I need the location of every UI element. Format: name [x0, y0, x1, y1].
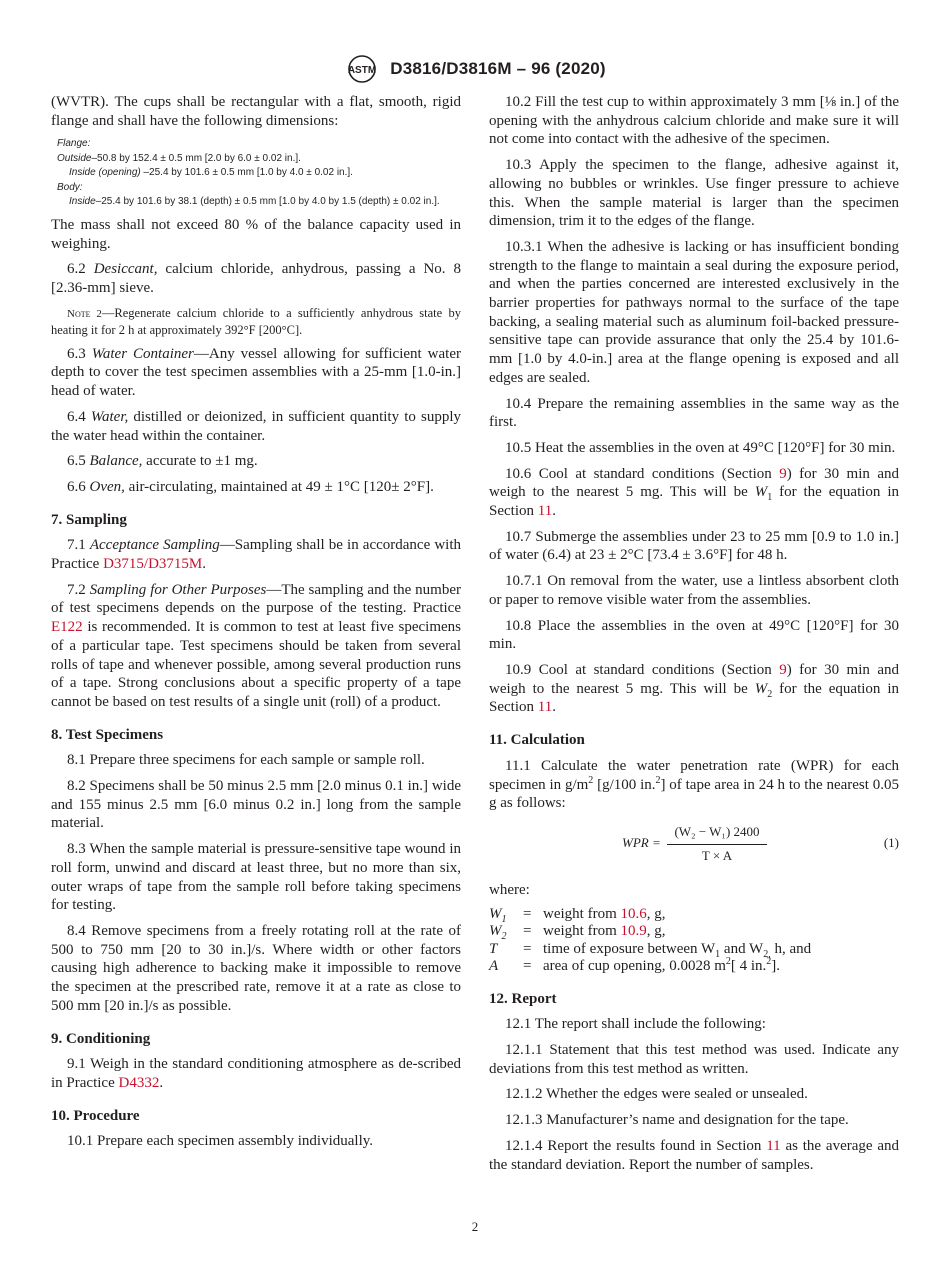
- section-8-2: 8.2 Specimens shall be 50 minus 2.5 mm [2.0 minus 0.1 in.] wide and 155 minus 2.5 mm [6.0 minus 0.2 in.] long from the sample material.: [51, 778, 461, 832]
- heading-conditioning: 9. Conditioning: [51, 1030, 151, 1047]
- heading-sampling: 7. Sampling: [51, 511, 127, 528]
- variable-definitions: [489, 906, 899, 976]
- variable-w1: $W_1$ = weight from 10.6, g,: [489, 905, 666, 925]
- section-11-1: 11.1 Calculate the water penetration rate (WPR) for each specimen in $g/m^2$ [g/100 in.$^2$] of tape area in 24 h to the nearest 0.05 g as follows:: [489, 757, 899, 812]
- equation-denominator: T × A: [701, 847, 733, 863]
- mass-paragraph: The mass shall not exceed 80 % of the balance capacity used in weighing.: [51, 216, 461, 252]
- section-10-3: 10.3 Apply the specimen to the flange, adhesive against it, allowing no bubbles or wrinkles. Use finger pressure to achieve this. When the sample material is larger than the specimen dimension, trim it to the edges of the flange.: [489, 157, 899, 230]
- page-header: [0, 54, 950, 84]
- link-e122[interactable]: E122: [51, 619, 83, 636]
- section-10-1: 10.1 Prepare each specimen assembly individually.: [67, 1133, 374, 1150]
- section-8-1: 8.1 Prepare three specimens for each sample or sample roll.: [67, 752, 425, 769]
- svg-text:ASTM: ASTM: [348, 65, 377, 76]
- heading-test-specimens: 8. Test Specimens: [51, 726, 164, 743]
- link-10-9[interactable]: 10.9: [620, 923, 647, 940]
- section-7-1: 7.1 Acceptance Sampling—Sampling shall be in accordance with Practice D3715/D3715M.: [51, 537, 461, 573]
- note-2: Note 2—Regenerate calcium chloride to a sufficiently anhydrous state by heating it for 2 h at approximately 392°F [200°C].: [51, 305, 461, 337]
- equation-number: (1): [883, 834, 899, 850]
- link-section-11[interactable]: 11: [766, 1137, 781, 1154]
- right-column: [489, 93, 899, 1181]
- link-section-9[interactable]: 9: [779, 465, 787, 482]
- link-d4332[interactable]: D4332: [118, 1074, 160, 1091]
- where-label: where:: [489, 881, 530, 898]
- section-12-1: 12.1 The report shall include the following:: [505, 1016, 766, 1033]
- link-10-6[interactable]: 10.6: [620, 905, 647, 922]
- equation-fraction: [667, 823, 767, 865]
- link-d3715[interactable]: D3715/D3715M: [103, 556, 203, 573]
- section-10-3-1: 10.3.1 When the adhesive is lacking or has insufficient bonding strength to the flange to maintain a seal during the exposure period, and when the parties concerned are interested exclusively in the barrier properties for pathways normal to the surface of the tape backing, a sealing material such as aluminum foil-backed pressure-sensitive tape can provide assurance that only the 25.4 by 101.6-mm [1.0 by 4.0-in.] area at the flange opening is exposed and all edges are sealed.: [489, 238, 899, 386]
- section-12-1-3: 12.1.3 Manufacturer’s name and designation for the tape.: [505, 1112, 849, 1129]
- heading-calculation: 11. Calculation: [489, 732, 585, 749]
- section-10-7-1: 10.7.1 On removal from the water, use a lintless absorbent cloth or paper to remove visible water from the assemblies.: [489, 573, 899, 608]
- wpr-equation: [489, 823, 899, 863]
- section-12-1-2: 12.1.2 Whether the edges were sealed or unsealed.: [505, 1086, 808, 1103]
- section-10-4: 10.4 Prepare the remaining assemblies in the same way as the first.: [489, 395, 899, 431]
- intro-paragraph: (WVTR). The cups shall be rectangular with a flat, smooth, rigid flange and shall have the following dimensions:: [51, 94, 461, 129]
- section-8-3: 8.3 When the sample material is pressure-sensitive tape wound in roll form, unwind and discard at least three, but no more than six, outer wraps of tape from the sample roll before taking specimens for testing.: [51, 841, 461, 914]
- section-10-5: 10.5 Heat the assemblies in the oven at 49°C [120°F] for 30 min.: [505, 439, 896, 456]
- section-6-6: 6.6 Oven, air-circulating, maintained at 49 ± 1°C [120± 2°F].: [67, 478, 434, 495]
- section-7-2: 7.2 Sampling for Other Purposes—The sampling and the number of test specimens depends on the purpose of the testing. Practice E122 is recommended. It is common to test at least five specimens of a particular tape. Test specimens should be taken from several rolls of tape and whenever possible, among several production runs of a tape. Strong conclusions about a specific property of a tape cannot be based on test results of a single unit (roll) of a product.: [51, 581, 461, 710]
- astm-logo-icon: [344, 54, 380, 84]
- section-8-4: 8.4 Remove specimens from a freely rotating roll at the rate of 500 to 750 mm [20 to 30 in.]/s. Where width or other factors causing high adherence to backing make it impossible to remove the specimen at the prescribed rate, remove it at a rate as close to 500 mm [20 in.]/s as possible.: [51, 923, 461, 1014]
- variable-a: A = area of cup opening, 0.0028 $m^2$[ 4 in.$^2$].: [489, 956, 781, 975]
- link-section-11[interactable]: 11: [537, 699, 553, 716]
- section-6-3: 6.3 Water Container—Any vessel allowing for sufficient water depth to cover the test specimen assemblies with a 25-mm [1.0-in.] head of water.: [51, 345, 461, 400]
- equation-numerator: (W₂ − W₁) 2400: [667, 823, 767, 845]
- left-column: [51, 93, 461, 1158]
- cup-dimensions: Flange: Outside–50.8 by 152.4 ± 0.5 mm [2.0 by 6.0 ± 0.02 in.]. Inside (opening) –25.4 by 101.6 ± 0.5 mm [1.0 by 4.0 ± 0.02 in.]. Body: Inside–25.4 by 101.6 by 38.1 (depth) ± 0.5 mm [1.0 by 4.0 by 1.5 (depth) ± 0.02 in.].: [57, 138, 440, 208]
- equation-lhs: WPR =: [622, 834, 661, 850]
- section-6-2: 6.2 Desiccant, calcium chloride, anhydrous, passing a No. 8 [2.36-mm] sieve.: [51, 261, 462, 297]
- section-6-4: 6.4 Water, distilled or deionized, in sufficient quantity to supply the water head within the container.: [51, 408, 461, 444]
- heading-report: 12. Report: [489, 990, 557, 1007]
- link-section-11[interactable]: 11: [537, 503, 553, 520]
- variable-w2: $W_2$ = weight from 10.9, g,: [489, 923, 666, 943]
- link-section-9[interactable]: 9: [779, 661, 787, 678]
- section-10-8: 10.8 Place the assemblies in the oven at 49°C [120°F] for 30 min.: [489, 617, 899, 653]
- section-10-6: 10.6 Cool at standard conditions (Section 9) for 30 min and weigh to the nearest 5 mg. This will be $W_1$ for the equation in Section 11.: [489, 465, 899, 520]
- section-6-5: 6.5 Balance, accurate to ±1 mg.: [67, 453, 258, 470]
- variable-t: T = time of exposure between $W_1$ and $W_{2,}$ h, and: [489, 940, 812, 960]
- section-9-1: 9.1 Weigh in the standard conditioning atmosphere as de-scribed in Practice D4332.: [51, 1056, 461, 1091]
- heading-procedure: 10. Procedure: [51, 1107, 140, 1124]
- section-10-9: 10.9 Cool at standard conditions (Section 9) for 30 min and weigh to the nearest 5 mg. This will be $W_2$ for the equation in Section 11.: [489, 661, 899, 716]
- page-number: 2: [471, 1219, 479, 1234]
- section-12-1-1: 12.1.1 Statement that this test method was used. Indicate any deviations from this test method as written.: [489, 1042, 899, 1077]
- document-designation: D3816/D3816M – 96 (2020): [390, 59, 606, 78]
- section-10-7: 10.7 Submerge the assemblies under 23 to 25 mm [0.9 to 1.0 in.] of water (6.4) at 23 ± 2°C [73.4 ± 3.6°F] for 48 h.: [489, 528, 899, 564]
- section-12-1-4: 12.1.4 Report the results found in Section 11 as the average and the standard deviation. Report the number of samples.: [489, 1137, 900, 1173]
- section-10-2: 10.2 Fill the test cup to within approximately 3 mm [⅛ in.] of the opening with the anhydrous calcium chloride and make sure it will not come into contact with the adhesive of the specimen.: [489, 94, 899, 148]
